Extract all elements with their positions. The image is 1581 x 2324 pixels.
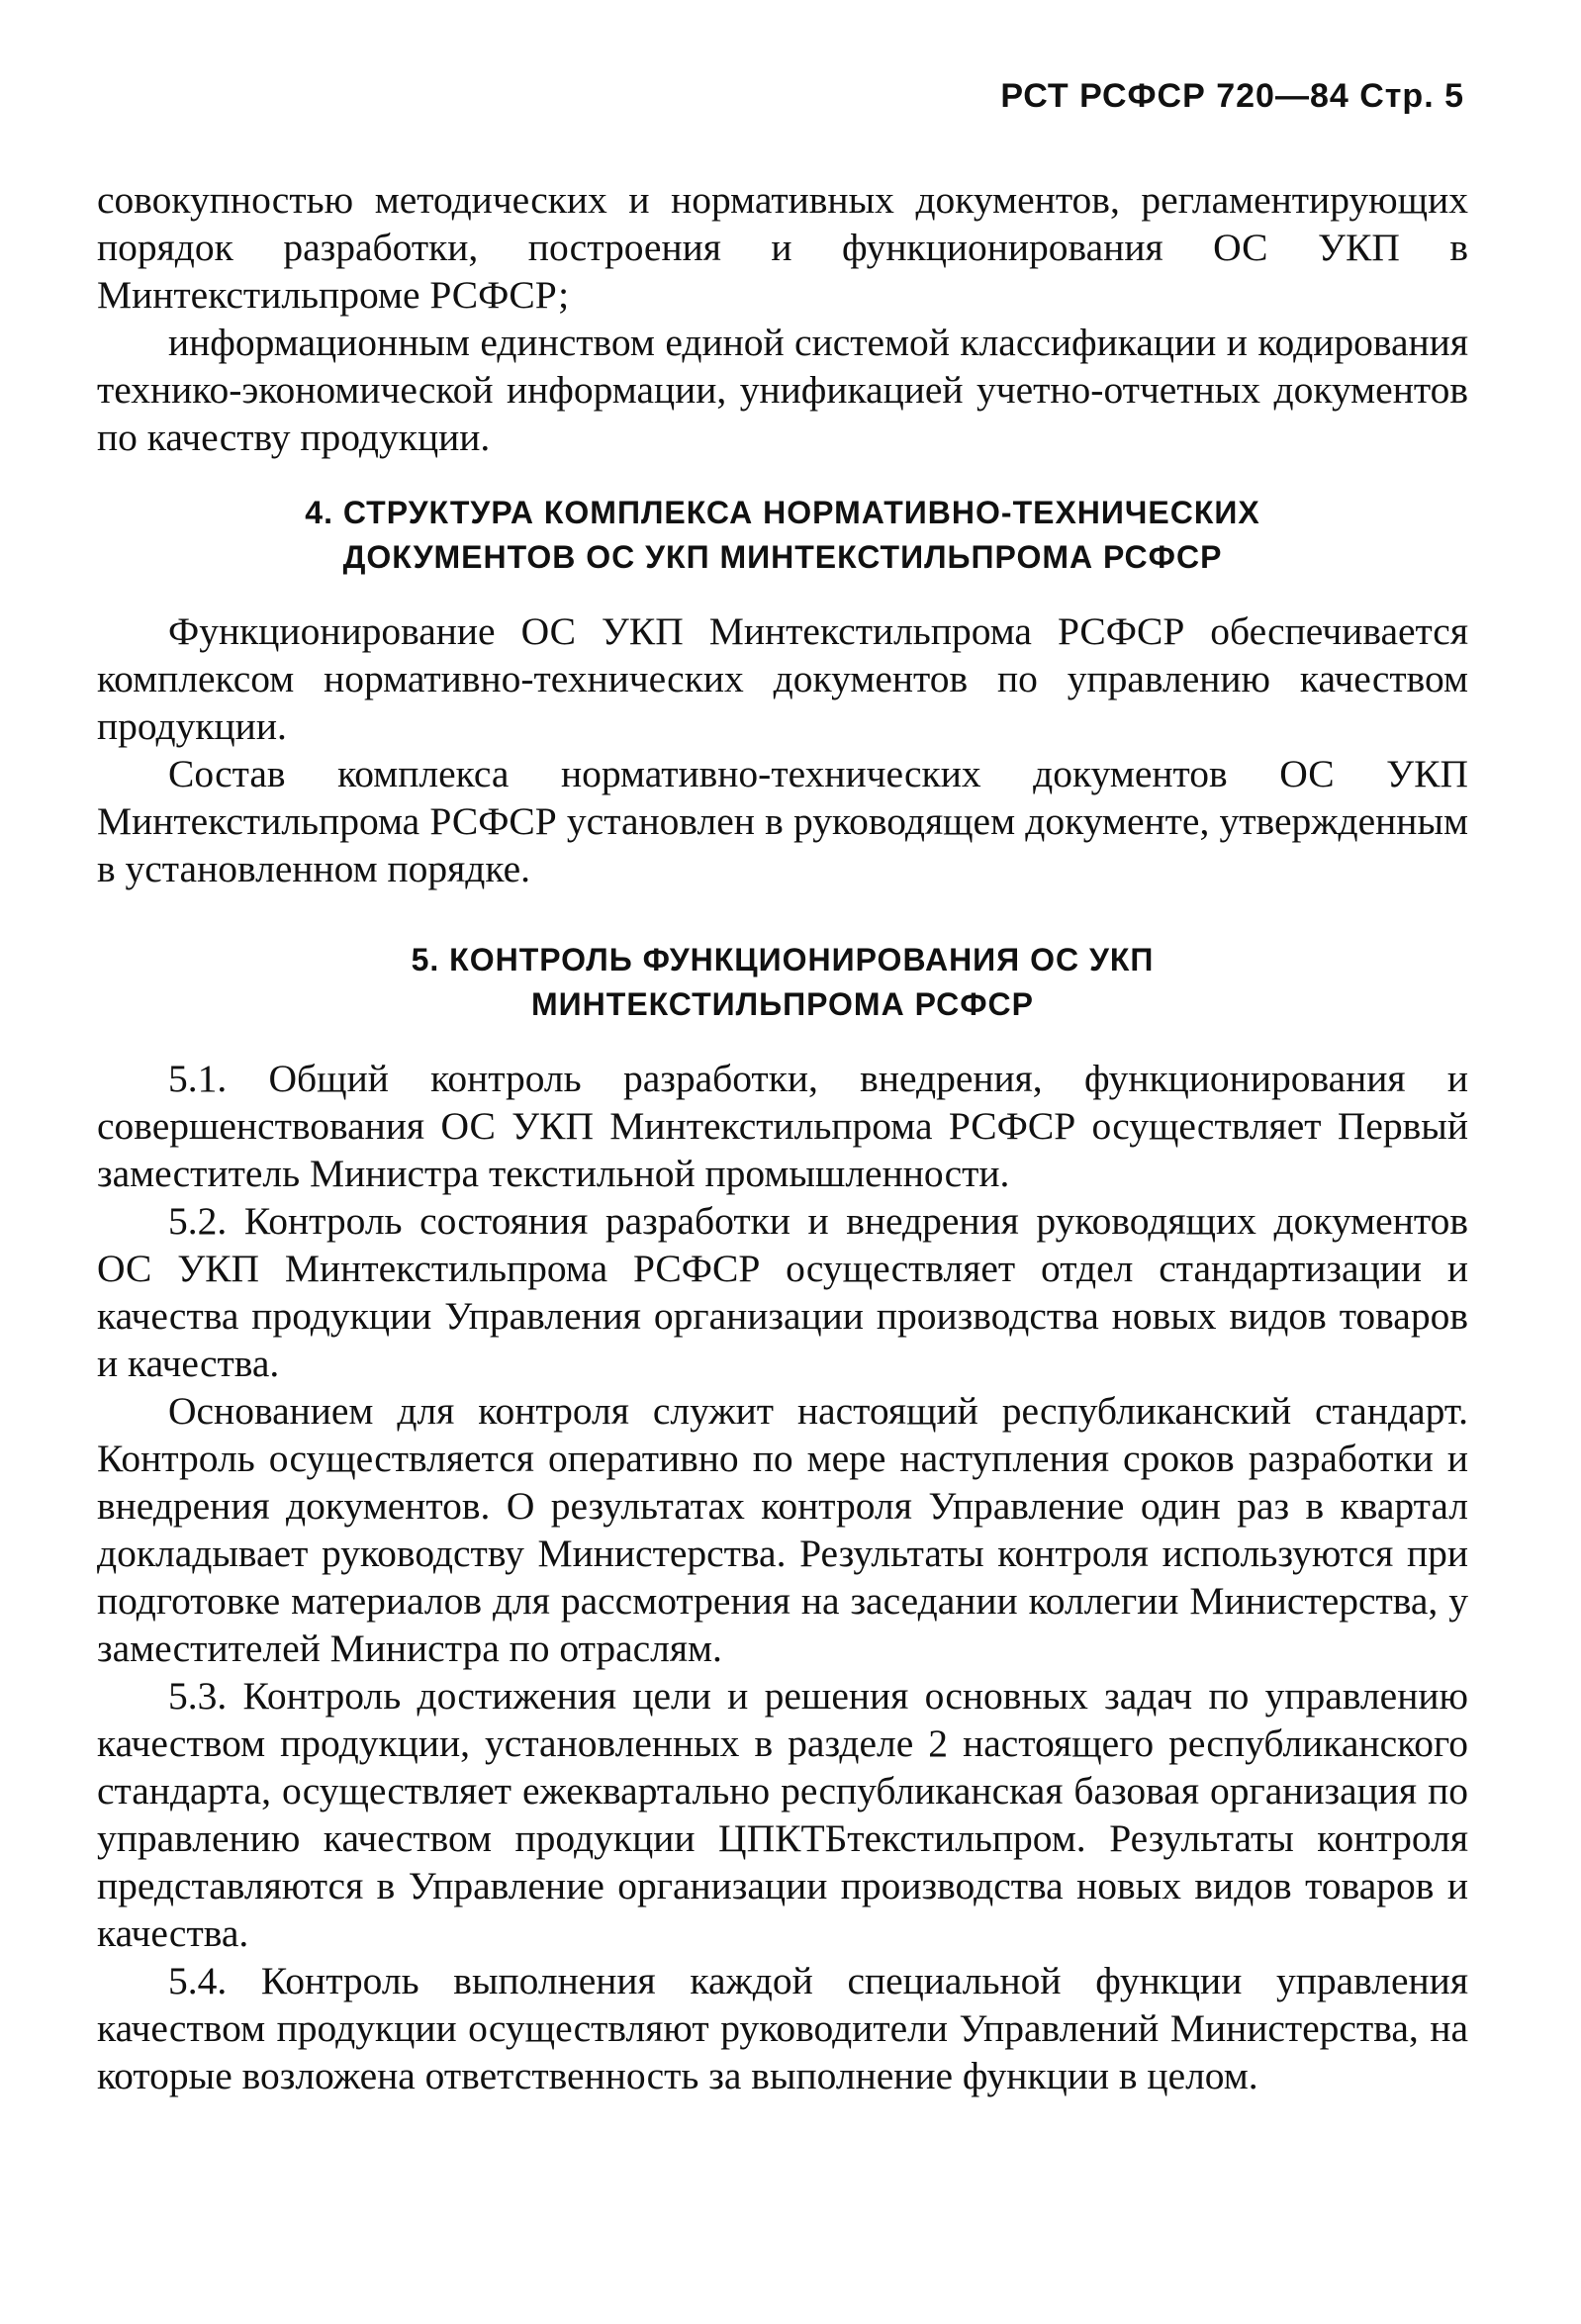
clause-5-1: 5.1. Общий контроль разработки, внедрения, функционирования и совершенствования ОС УКП Минтекстильпрома РСФСР осуществляет Первый заместитель Министра текстильной промышленности. bbox=[97, 1057, 1468, 1195]
section-4-heading bbox=[97, 491, 1468, 580]
paragraph-composition: Состав комплекса нормативно-технических документов ОС УКП Минтекстильпрома РСФСР установлен в руководящем документе, утвержденным в установленном порядке. bbox=[97, 752, 1468, 890]
page-body bbox=[97, 176, 1468, 2099]
clause-5-2: 5.2. Контроль состояния разработки и внедрения руководящих документов ОС УКП Минтекстильпрома РСФСР осуществляет отдел стандартизации и качества продукции Управления организации производства новых видов товаров и качества. bbox=[97, 1199, 1468, 1385]
clause-5-3: 5.3. Контроль достижения цели и решения основных задач по управлению качеством продукции, установленных в разделе 2 настоящего республиканского стандарта, осуществляет ежеквартально республиканская базовая организация по управлению качеством продукции ЦПКТБтекстильпром. Результаты контроля представляются в Управление организации производства новых видов товаров и качества. bbox=[97, 1674, 1468, 1955]
clause-5-2-basis: Основанием для контроля служит настоящий республиканский стандарт. Контроль осуществляется оперативно по мере наступления сроков разработки и внедрения документов. О результатах контроля Управление один раз в квартал докладывает руководству Министерства. Результаты контроля используются при подготовке материалов для рассмотрения на заседании коллегии Министерства, у заместителей Министра по отраслям. bbox=[97, 1389, 1468, 1670]
section-4-heading-line-2: ДОКУМЕНТОВ ОС УКП МИНТЕКСТИЛЬПРОМА РСФСР bbox=[342, 539, 1223, 575]
paragraph-information-unity: информационным единством единой системой классификации и кодирования технико-экономической информации, унификацией учетно-отчетных документов по качеству продукции. bbox=[97, 321, 1468, 459]
clause-5-4: 5.4. Контроль выполнения каждой специальной функции управления качеством продукции осуществляют руководители Управлений Министерства, на которые возложена ответственность за выполнение функции в целом. bbox=[97, 1959, 1468, 2097]
section-5-heading-line-1: 5. КОНТРОЛЬ ФУНКЦИОНИРОВАНИЯ ОС УКП bbox=[411, 942, 1155, 977]
paragraph-continuation: совокупностью методических и нормативных документов, регламентирующих порядок разработки, построения и функционирования ОС УКП в Минтекстильпроме РСФСР; bbox=[97, 178, 1468, 317]
section-4-heading-line-1: 4. СТРУКТУРА КОМПЛЕКСА НОРМАТИВНО-ТЕХНИЧЕСКИХ bbox=[305, 495, 1260, 530]
section-5-heading-line-2: МИНТЕКСТИЛЬПРОМА РСФСР bbox=[531, 986, 1034, 1022]
section-5-heading bbox=[97, 938, 1468, 1027]
paragraph-functioning: Функционирование ОС УКП Минтекстильпрома РСФСР обеспечивается комплексом нормативно-технических документов по управлению качеством продукции. bbox=[97, 609, 1468, 748]
page-header: РСТ РСФСР 720—84 Стр. 5 bbox=[1000, 77, 1464, 115]
